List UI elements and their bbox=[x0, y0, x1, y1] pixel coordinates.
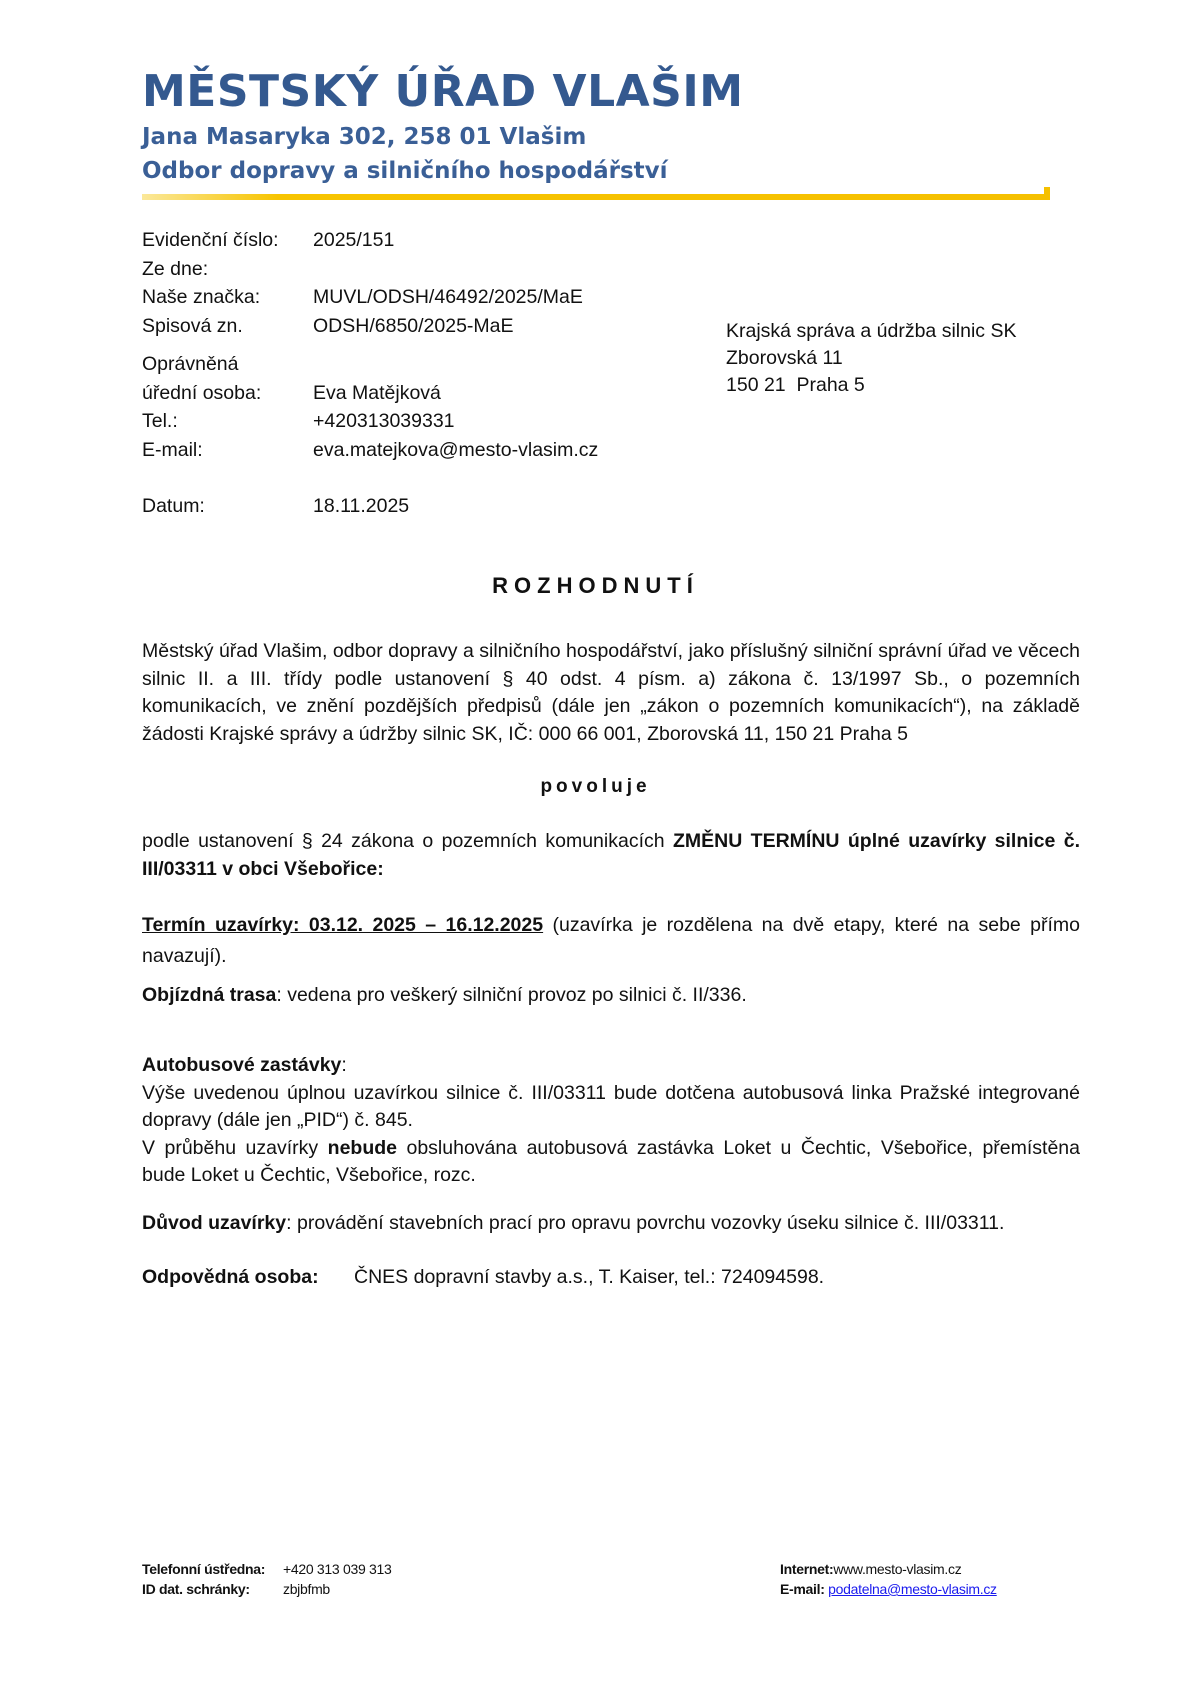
meta-row-file-ref bbox=[142, 312, 598, 341]
office-department: Odbor dopravy a silničního hospodářství bbox=[142, 158, 668, 184]
meta-row-evidence bbox=[142, 226, 598, 255]
meta-label: E-mail: bbox=[142, 438, 203, 461]
footer-databox-label: ID dat. schránky: bbox=[142, 1581, 250, 1597]
meta-row-our-ref bbox=[142, 283, 598, 312]
meta-row-date bbox=[142, 492, 598, 521]
meta-label: Tel.: bbox=[142, 410, 178, 432]
meta-value: ODSH/6850/2025-MaE bbox=[313, 314, 514, 337]
intro-paragraph: Městský úřad Vlašim, odbor dopravy a silničního hospodářství, jako příslušný silniční správní úřad ve věcech silnic II. a III. třídy podle ustanovení § 40 odst. 4 písm. a) zákona č. 13/1997 Sb., o pozemních komunikacích, ve znění pozdějších předpisů (dále jen „zákon o pozemních komunikacích“), na základě žádosti Krajské správy a údržby silnic SK, IČ: 000 66 001, Zborovská 11, 150 21 Praha 5 bbox=[142, 640, 1080, 745]
responsible-label: Odpovědná osoba: bbox=[142, 1266, 319, 1288]
closure-term-note: (uzavírka je rozdělena na dvě etapy, které na sebe přímo navazují). bbox=[142, 914, 1081, 967]
meta-label: Datum: bbox=[142, 495, 205, 517]
footer-email-row bbox=[780, 1579, 997, 1599]
meta-row-date-from bbox=[142, 255, 598, 284]
meta-row-officer-label bbox=[142, 350, 598, 379]
header-rule-end bbox=[1044, 187, 1050, 200]
footer-phone-row bbox=[142, 1559, 391, 1579]
footer-phone-label: Telefonní ústředna: bbox=[142, 1561, 266, 1577]
bus-stops-heading bbox=[142, 1052, 1080, 1080]
recipient-street: Zborovská 11 bbox=[726, 347, 843, 369]
permit-prefix: podle ustanovení § 24 zákona o pozemních komunikacích bbox=[142, 830, 673, 852]
officer-email: eva.matejkova@mesto-vlasim.cz bbox=[313, 438, 599, 461]
bus-stops-section bbox=[142, 1052, 1080, 1190]
footer-web bbox=[780, 1559, 997, 1599]
recipient-city: 150 21 Praha 5 bbox=[726, 374, 865, 396]
footer-email-label: E-mail: bbox=[780, 1581, 825, 1597]
header-rule bbox=[142, 194, 1048, 200]
bus-text-bold: nebude bbox=[327, 1136, 397, 1159]
bus-stops-text-1: Výše uvedenou úplnou uzavírkou silnice č. III/03311 bude dotčena autobusová linka Pražské integrované dopravy (dále jen „PID“) č. 845. bbox=[142, 1081, 1080, 1131]
footer-contacts bbox=[142, 1559, 391, 1599]
meta-row-tel bbox=[142, 407, 598, 436]
office-address: Jana Masaryka 302, 258 01 Vlašim bbox=[142, 124, 587, 150]
meta-label: Ze dne: bbox=[142, 257, 209, 280]
meta-value: MUVL/ODSH/46492/2025/MaE bbox=[313, 286, 583, 308]
document-date: 18.11.2025 bbox=[313, 495, 410, 517]
verdict-word: povoluje bbox=[540, 776, 651, 797]
detour-text: : vedena pro veškerý silniční provoz po silnici č. II/336. bbox=[276, 984, 747, 1006]
meta-row-email bbox=[142, 436, 598, 465]
closure-term: Termín uzavírky: 03.12. 2025 – 16.12.2025 bbox=[142, 914, 544, 936]
meta-row-officer bbox=[142, 379, 598, 408]
footer-databox-value: zbjbfmb bbox=[283, 1581, 330, 1597]
bus-stops-label: Autobusové zastávky bbox=[142, 1054, 342, 1076]
footer-email-link[interactable]: podatelna@mesto-vlasim.cz bbox=[828, 1581, 997, 1597]
bus-text-post: obsluhována autobusová zastávka Loket u Čechtic, Všebořice, přemístěna bude Loket u Čechtic, Všebořice, rozc. bbox=[142, 1136, 1080, 1186]
document-title: ROZHODNUTÍ bbox=[492, 573, 699, 598]
footer-internet-label: Internet: bbox=[780, 1561, 834, 1577]
responsible-paragraph bbox=[142, 1264, 1080, 1292]
bus-text-pre: V průběhu uzavírky bbox=[142, 1136, 328, 1159]
responsible-text: ČNES dopravní stavby a.s., T. Kaiser, tel.: 724094598. bbox=[354, 1266, 825, 1288]
recipient-name: Krajská správa a údržba silnic SK bbox=[726, 320, 1017, 342]
footer-databox-row bbox=[142, 1579, 391, 1599]
term-paragraph bbox=[142, 910, 1080, 972]
recipient-address bbox=[726, 318, 1016, 399]
footer-phone-value: +420 313 039 313 bbox=[283, 1561, 392, 1577]
permit-paragraph bbox=[142, 828, 1080, 883]
meta-label: Evidenční číslo: bbox=[142, 229, 279, 251]
meta-value: 2025/151 bbox=[313, 229, 395, 251]
detour-paragraph bbox=[142, 982, 1080, 1010]
reference-block bbox=[142, 226, 598, 521]
office-title: MĚSTSKÝ ÚŘAD VLAŠIM bbox=[142, 66, 744, 117]
reason-paragraph bbox=[142, 1210, 1080, 1238]
officer-name: Eva Matějková bbox=[313, 381, 441, 404]
officer-phone: +420313039331 bbox=[313, 410, 455, 432]
meta-label: Naše značka: bbox=[142, 286, 261, 308]
letterhead bbox=[142, 64, 1050, 188]
footer-internet-row bbox=[780, 1559, 997, 1579]
permit-subject: ZMĚNU TERMÍNU úplné uzavírky silnice č. III/03311 v obci Všebořice: bbox=[142, 830, 1080, 880]
bus-stops-text-2 bbox=[142, 1135, 1080, 1190]
reason-text: : provádění stavebních prací pro opravu povrchu vozovky úseku silnice č. III/03311. bbox=[286, 1212, 1005, 1234]
detour-label: Objízdná trasa bbox=[142, 984, 277, 1006]
footer-internet-value: www.mesto-vlasim.cz bbox=[833, 1561, 962, 1577]
meta-label: Oprávněná bbox=[142, 353, 239, 375]
meta-label: úřední osoba: bbox=[142, 381, 262, 404]
reason-label: Důvod uzavírky bbox=[142, 1212, 287, 1234]
meta-label: Spisová zn. bbox=[142, 314, 243, 337]
bus-stops-colon: : bbox=[341, 1054, 347, 1076]
